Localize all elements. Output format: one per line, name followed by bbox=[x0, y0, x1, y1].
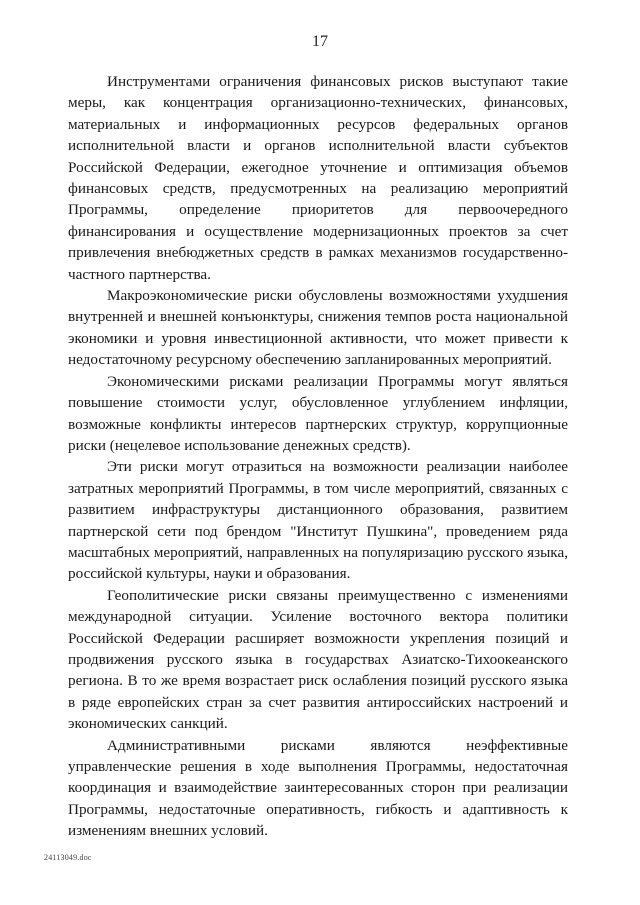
page-number: 17 bbox=[312, 33, 328, 50]
paragraph-economic-risks: Экономическими рисками реализации Программы могут являться повышение стоимости услуг, обусловленное углублением инфляции, возможные конфликты интересов партнерских структур, коррупционные риски (нецелевое использование денежных средств). bbox=[68, 372, 568, 454]
paragraph-macroeconomic-risks: Макроэкономические риски обусловлены возможностями ухудшения внутренней и внешней конъюнктуры, снижения темпов роста национальной экономики и уровня инвестиционной активности, что может привести к недостаточному ресурсному обеспечению запланированных мероприятий. bbox=[68, 287, 568, 369]
paragraph-geopolitical-risks: Геополитические риски связаны преимущественно с изменениями международной ситуации. Усиление восточного вектора политики Российской Федерации расширяет возможности укрепления позиций и продвижения русского языка в государствах Азиатско-Тихоокеанского региона. В то же время возрастает риск ослабления позиций русского языка в ряде европейских стран за счет развития антироссийских настроений и экономических санкций. bbox=[68, 586, 568, 733]
paragraph-costly-activities: Эти риски могут отразиться на возможности реализации наиболее затратных мероприятий Программы, в том числе мероприятий, связанных с развитием инфраструктуры дистанционного образования, развитием партнерской сети под брендом "Институт Пушкина", проведением ряда масштабных мероприятий, направленных на популяризацию русского языка, российской культуры, науки и образования. bbox=[68, 458, 568, 583]
paragraph-financial-risks: Инструментами ограничения финансовых рисков выступают такие меры, как концентрация организационно-технических, финансовых, материальных и информационных ресурсов федеральных органов исполнительной власти и органов исполнительной власти субъектов Российской Федерации, ежегодное уточнение и оптимизация объемов финансовых средств, предусмотренных на реализацию мероприятий Программы, определение приоритетов для первоочередного финансирования и осуществление модернизационных проектов за счет привлечения внебюджетных средств в рамках механизмов государственно-частного партнерства. bbox=[68, 73, 568, 283]
paragraph-administrative-risks: Административными рисками являются неэффективные управленческие решения в ходе выполнения Программы, недостаточная координация и взаимодействие заинтересованных сторон при реализации Программы, недостаточные оперативность, гибкость и адаптивность к изменениям внешних условий. bbox=[68, 736, 568, 840]
document-body bbox=[68, 71, 568, 842]
footer-doc-code: 24113049.doc bbox=[44, 853, 92, 862]
